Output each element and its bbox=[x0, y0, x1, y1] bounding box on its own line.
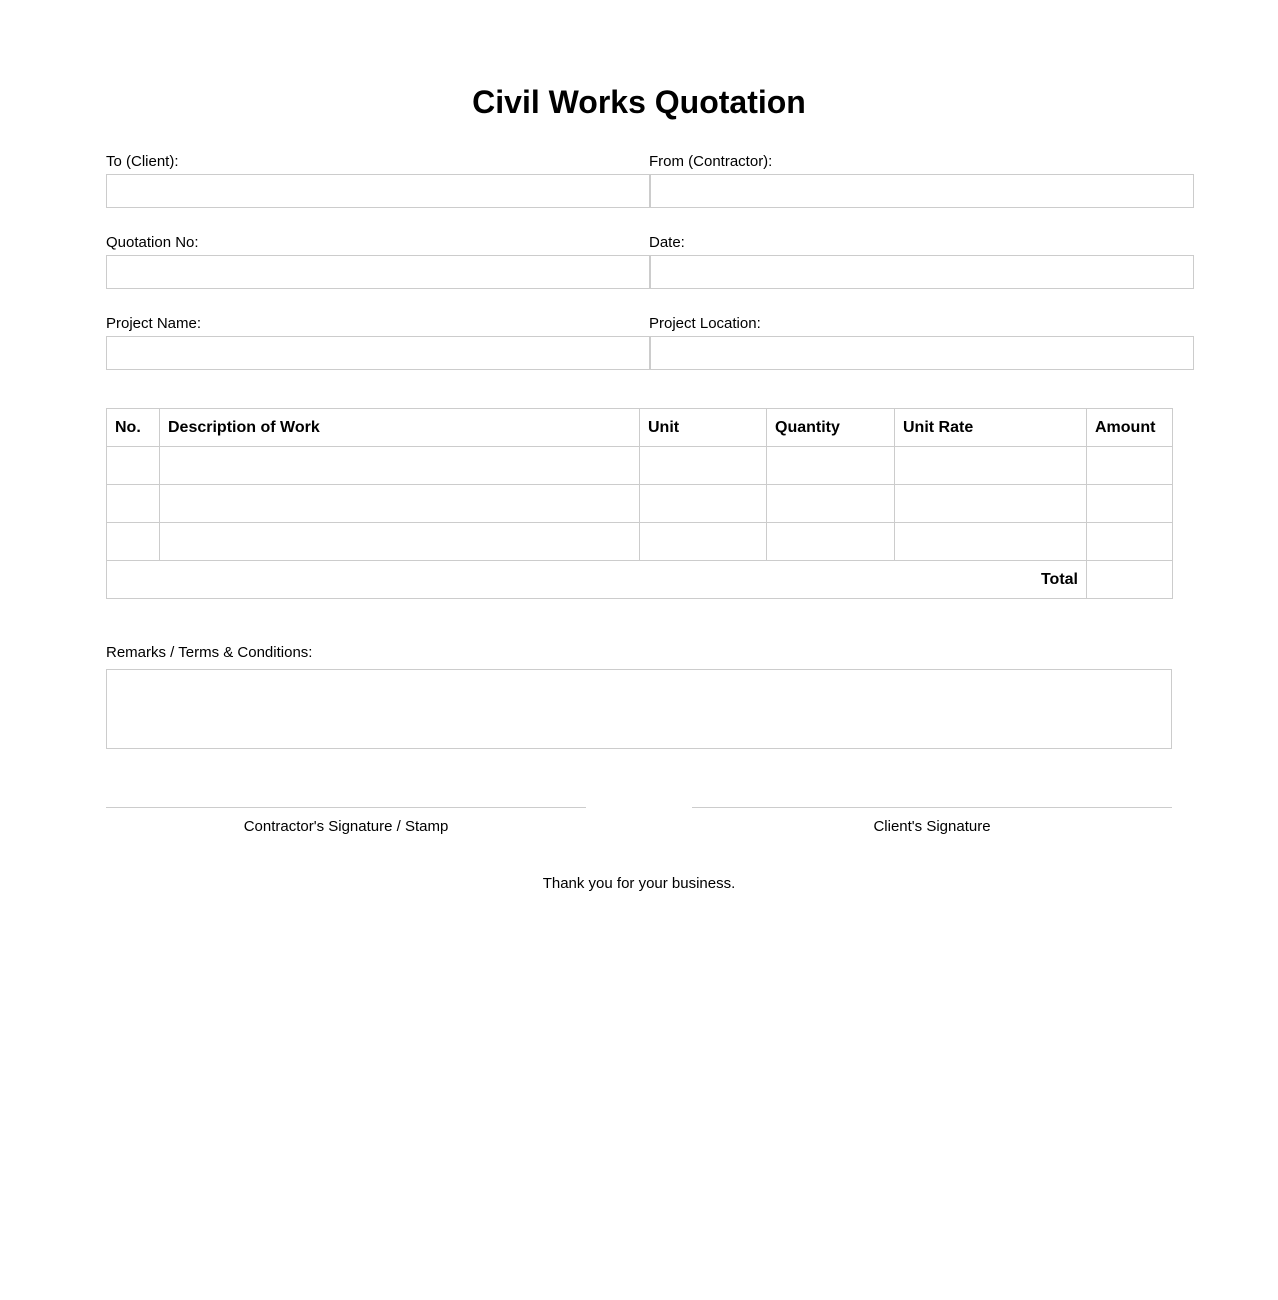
table-header-row bbox=[107, 409, 1173, 447]
cell-amount[interactable] bbox=[1087, 523, 1173, 561]
project-location-label: Project Location: bbox=[649, 315, 761, 332]
cell-unit[interactable] bbox=[640, 485, 767, 523]
from-contractor-input[interactable] bbox=[650, 174, 1194, 208]
remarks-label: Remarks / Terms & Conditions: bbox=[106, 644, 313, 661]
cell-unit[interactable] bbox=[640, 523, 767, 561]
cell-amount[interactable] bbox=[1087, 447, 1173, 485]
header-unit-rate: Unit Rate bbox=[895, 409, 1087, 447]
cell-quantity[interactable] bbox=[767, 485, 895, 523]
to-client-input[interactable] bbox=[106, 174, 650, 208]
total-row bbox=[107, 561, 1173, 599]
contractor-signature-label: Contractor's Signature / Stamp bbox=[243, 818, 449, 835]
cell-unit[interactable] bbox=[640, 447, 767, 485]
header-description: Description of Work bbox=[160, 409, 640, 447]
cell-unit-rate[interactable] bbox=[895, 523, 1087, 561]
header-no: No. bbox=[107, 409, 160, 447]
total-label: Total bbox=[107, 561, 1087, 599]
header-amount: Amount bbox=[1087, 409, 1173, 447]
project-name-label: Project Name: bbox=[106, 315, 202, 332]
thank-you-note: Thank you for your business. bbox=[542, 875, 736, 892]
date-label: Date: bbox=[649, 234, 685, 251]
quotation-no-input[interactable] bbox=[106, 255, 650, 289]
client-signature-line bbox=[692, 807, 1172, 808]
table-row bbox=[107, 447, 1173, 485]
table-row bbox=[107, 523, 1173, 561]
cell-no[interactable] bbox=[107, 485, 160, 523]
table-row bbox=[107, 485, 1173, 523]
cell-amount[interactable] bbox=[1087, 485, 1173, 523]
from-contractor-label: From (Contractor): bbox=[649, 153, 773, 170]
to-client-label: To (Client): bbox=[106, 153, 179, 170]
header-unit: Unit bbox=[640, 409, 767, 447]
items-table bbox=[106, 408, 1173, 599]
cell-unit-rate[interactable] bbox=[895, 447, 1087, 485]
cell-description[interactable] bbox=[160, 485, 640, 523]
cell-unit-rate[interactable] bbox=[895, 485, 1087, 523]
cell-description[interactable] bbox=[160, 523, 640, 561]
quotation-no-label: Quotation No: bbox=[106, 234, 199, 251]
total-value[interactable] bbox=[1087, 561, 1173, 599]
remarks-textarea[interactable] bbox=[106, 669, 1172, 749]
header-quantity: Quantity bbox=[767, 409, 895, 447]
project-location-input[interactable] bbox=[650, 336, 1194, 370]
cell-no[interactable] bbox=[107, 523, 160, 561]
cell-quantity[interactable] bbox=[767, 447, 895, 485]
cell-no[interactable] bbox=[107, 447, 160, 485]
project-name-input[interactable] bbox=[106, 336, 650, 370]
contractor-signature-line bbox=[106, 807, 586, 808]
page-title: Civil Works Quotation bbox=[472, 84, 806, 120]
date-input[interactable] bbox=[650, 255, 1194, 289]
cell-quantity[interactable] bbox=[767, 523, 895, 561]
cell-description[interactable] bbox=[160, 447, 640, 485]
client-signature-label: Client's Signature bbox=[873, 818, 991, 835]
